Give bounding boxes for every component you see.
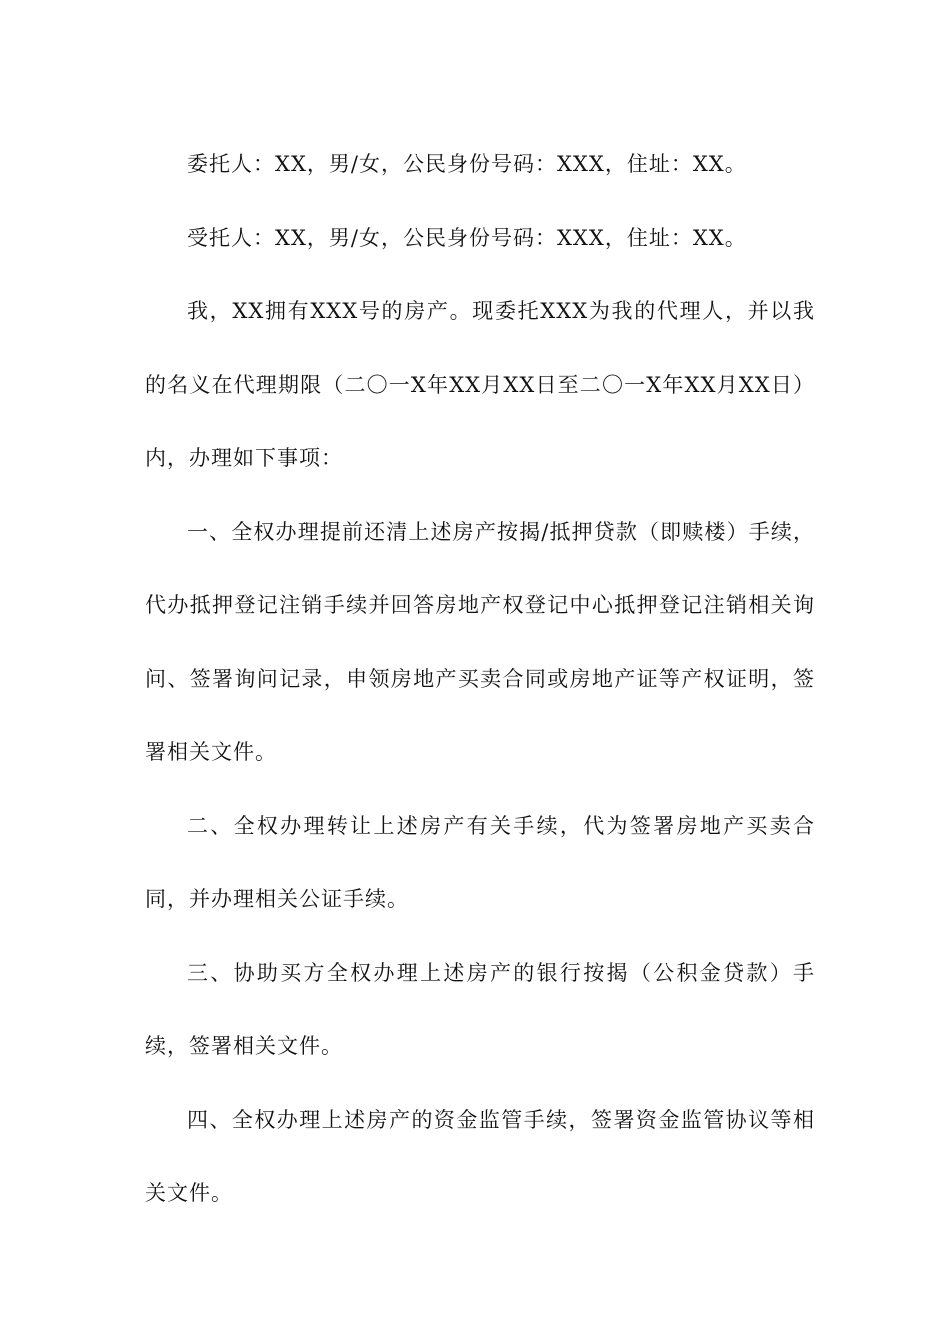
- agent-paragraph: 受托人：XX，男/女，公民身份号码：XXX，住址：XX。: [187, 225, 747, 250]
- item-one-paragraph: 一、全权办理提前还清上述房产按揭/抵押贷款（即赎楼）手续，代办抵押登记注销手续并回答房地产权登记中心抵押登记注销相关询问、签署询问记录，申领房地产买卖合同或房地产证等产权证明，签署相关文件。: [145, 519, 815, 764]
- document-body: [145, 128, 815, 1231]
- item-three-paragraph: 三、协助买方全权办理上述房产的银行按揭（公积金贷款）手续，签署相关文件。: [145, 960, 815, 1058]
- authorization-paragraph: 我，XX拥有XXX号的房产。现委托XXX为我的代理人，并以我的名义在代理期限（二〇一X年XX月XX日至二〇一X年XX月XX日）内，办理如下事项：: [145, 299, 815, 470]
- item-four-paragraph: 四、全权办理上述房产的资金监管手续，签署资金监管协议等相关文件。: [145, 1107, 815, 1205]
- item-two-paragraph: 二、全权办理转让上述房产有关手续，代为签署房地产买卖合同，并办理相关公证手续。: [145, 813, 815, 911]
- principal-paragraph: 委托人：XX，男/女，公民身份号码：XXX，住址：XX。: [187, 152, 747, 176]
